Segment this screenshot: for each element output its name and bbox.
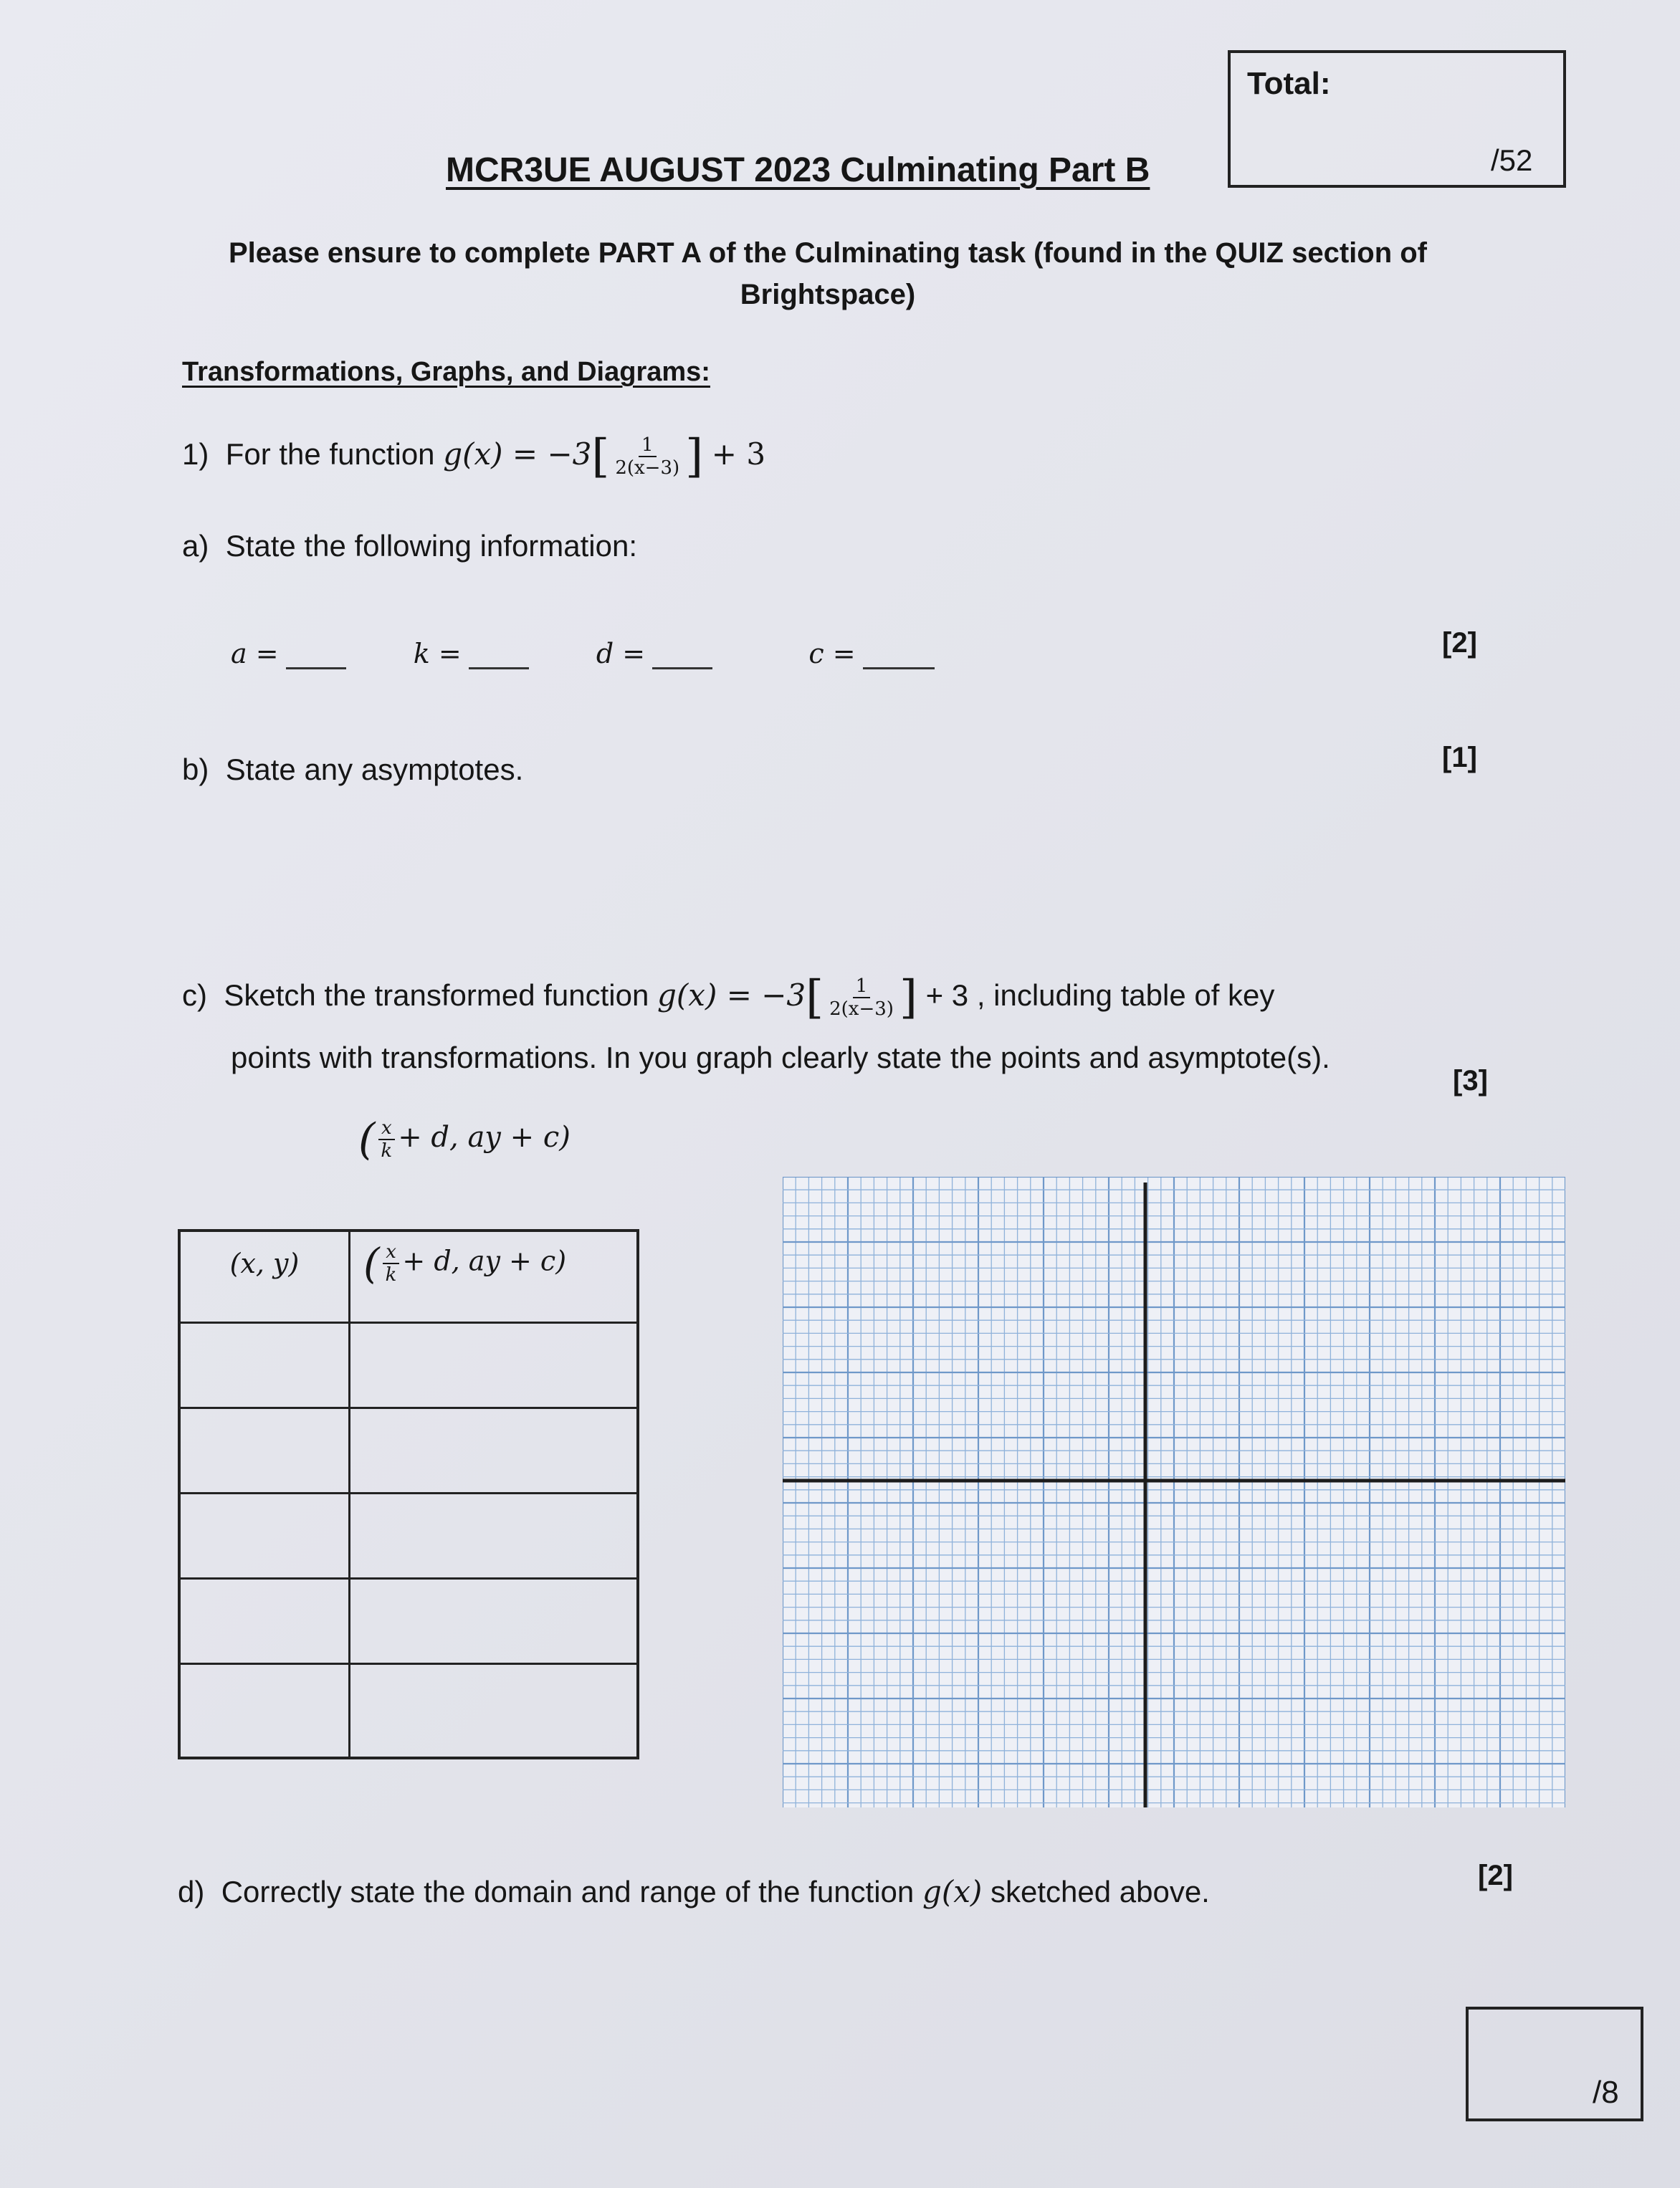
question-text: For the function xyxy=(225,437,435,472)
table-cell[interactable] xyxy=(350,1579,639,1664)
part-c-marks: [3] xyxy=(1453,1065,1488,1097)
fraction-denominator: 2(x−3) xyxy=(829,998,894,1020)
part-a-prompt xyxy=(182,529,637,563)
left-bracket: [ xyxy=(806,971,824,1024)
table-cell[interactable] xyxy=(179,1493,350,1578)
part-d-function: g(x) xyxy=(922,1874,983,1909)
part-a-marks: [2] xyxy=(1442,627,1477,659)
part-b-marks: [1] xyxy=(1442,742,1477,773)
right-bracket: ] xyxy=(685,430,704,483)
fraction-numerator: 1 xyxy=(853,975,871,998)
d-field-label: d = xyxy=(596,638,646,669)
c-field-label: c = xyxy=(808,638,856,669)
c-answer-blank[interactable] xyxy=(863,643,935,669)
table-cell[interactable] xyxy=(179,1664,350,1758)
part-c-label: c) xyxy=(182,978,207,1013)
part-d-marks: [2] xyxy=(1478,1860,1513,1891)
part-d-text: Correctly state the domain and range of the function xyxy=(221,1875,915,1908)
table-cell[interactable] xyxy=(350,1664,639,1758)
graph-paper-grid[interactable] xyxy=(783,1177,1565,1807)
d-answer-blank[interactable] xyxy=(652,643,712,669)
table-cell[interactable] xyxy=(179,1579,350,1664)
document-title: MCR3UE AUGUST 2023 Culminating Part B xyxy=(446,151,1150,189)
part-b-label: b) xyxy=(182,753,209,786)
part-a-text: State the following information: xyxy=(225,529,638,563)
question-1 xyxy=(182,430,766,483)
section-heading: Transformations, Graphs, and Diagrams: xyxy=(182,357,710,387)
instruction-text: Please ensure to complete PART A of the Culminating task (found in the QUIZ section of Brightspace) xyxy=(228,237,1427,310)
part-c-line2: points with transformations. In you graph clearly state the points and asymptote(s). xyxy=(231,1041,1330,1074)
part-a-label: a) xyxy=(182,529,209,563)
header-frac-den: k xyxy=(385,1264,397,1286)
table-row xyxy=(179,1579,638,1664)
part-b-text: State any asymptotes. xyxy=(225,753,524,786)
mapping-rule xyxy=(358,1114,571,1165)
function-lhs: g(x) = −3 xyxy=(443,436,592,472)
part-c-text-suffix: + 3 , including table of key xyxy=(925,978,1275,1013)
table-cell[interactable] xyxy=(350,1408,639,1493)
left-paren: ( xyxy=(363,1239,380,1288)
table-row xyxy=(179,1493,638,1578)
table-header-row xyxy=(179,1231,638,1322)
header-mapping-text: + d, ay + c) xyxy=(402,1245,567,1277)
a-field-label: a = xyxy=(231,638,279,669)
question-number: 1) xyxy=(182,437,209,472)
table-row xyxy=(179,1322,638,1408)
left-bracket: [ xyxy=(591,430,610,483)
total-label: Total: xyxy=(1247,66,1331,101)
part-c-text: Sketch the transformed function xyxy=(224,978,649,1013)
k-answer-blank[interactable] xyxy=(469,643,529,669)
part-c-prompt xyxy=(182,971,1275,1024)
fraction-numerator: 1 xyxy=(639,434,657,457)
fraction-denominator: 2(x−3) xyxy=(615,457,680,479)
left-paren: ( xyxy=(358,1114,376,1165)
a-answer-blank[interactable] xyxy=(286,643,346,669)
mapping-fraction xyxy=(378,1117,395,1162)
header-fraction xyxy=(383,1241,400,1286)
mapping-frac-den: k xyxy=(381,1140,393,1162)
part-c-fraction xyxy=(826,975,897,1020)
section-score-value: /8 xyxy=(1593,2075,1619,2110)
part-d-label: d) xyxy=(178,1875,205,1908)
k-field-label: k = xyxy=(413,638,462,669)
part-b-prompt xyxy=(182,753,523,787)
total-value: /52 xyxy=(1491,143,1533,177)
show-through-text xyxy=(215,118,223,151)
table-cell[interactable] xyxy=(179,1408,350,1493)
function-tail: + 3 xyxy=(711,436,766,472)
part-d-text-suffix: sketched above. xyxy=(990,1875,1210,1908)
table-row xyxy=(179,1408,638,1493)
table-cell[interactable] xyxy=(179,1322,350,1408)
table-header-mapping xyxy=(350,1231,639,1322)
header-frac-num: x xyxy=(383,1241,399,1264)
part-a-answer-row xyxy=(231,638,935,669)
table-header-xy: (x, y) xyxy=(179,1231,350,1322)
table-row xyxy=(179,1664,638,1758)
mapping-rule-text: + d, ay + c) xyxy=(398,1121,571,1154)
key-points-table xyxy=(178,1229,639,1759)
part-c-function-lhs: g(x) = −3 xyxy=(657,978,806,1013)
part-d-prompt xyxy=(178,1874,1210,1909)
table-cell[interactable] xyxy=(350,1493,639,1578)
mapping-frac-num: x xyxy=(378,1117,395,1140)
function-fraction xyxy=(612,434,682,479)
right-bracket: ] xyxy=(899,971,917,1024)
table-cell[interactable] xyxy=(350,1322,639,1408)
